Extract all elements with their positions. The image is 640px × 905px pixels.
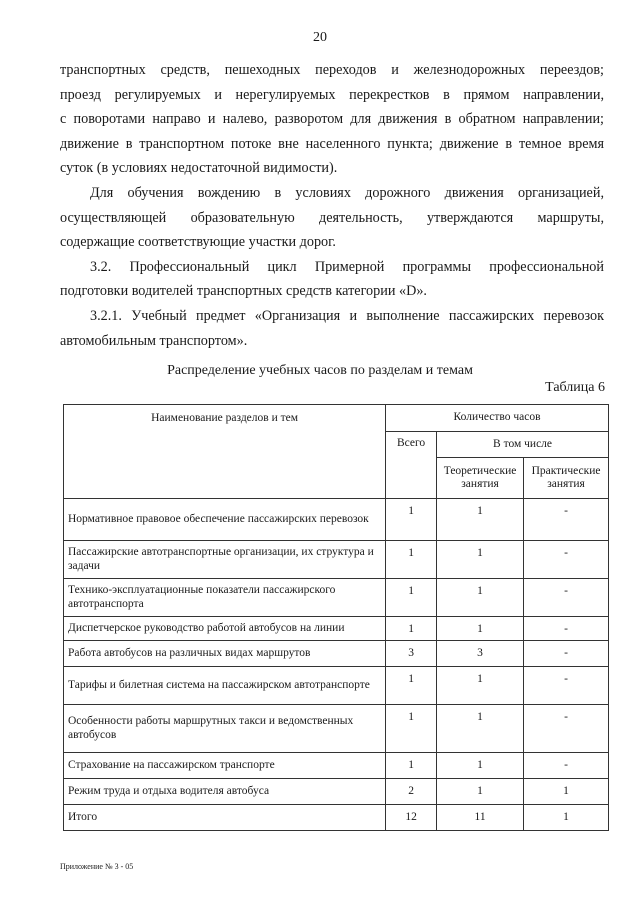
table-row bbox=[64, 579, 609, 617]
row-practice: - bbox=[524, 541, 609, 579]
paragraph-line: суток (в условиях недостаточной видимости). bbox=[60, 160, 338, 177]
row-theory: 1 bbox=[437, 779, 524, 805]
row-practice: - bbox=[524, 753, 609, 779]
table-row bbox=[64, 705, 609, 753]
header-practice: Практические занятия bbox=[524, 458, 609, 499]
page-footer: Приложение № 3 - 05 bbox=[60, 862, 134, 871]
header-theory: Теоретические занятия bbox=[437, 458, 524, 499]
header-hours: Количество часов bbox=[386, 405, 609, 432]
row-total: 1 bbox=[386, 753, 437, 779]
row-name: Особенности работы маршрутных такси и ведомственных автобусов bbox=[64, 705, 386, 753]
row-total: 1 bbox=[386, 541, 437, 579]
table-row bbox=[64, 779, 609, 805]
row-practice: 1 bbox=[524, 805, 609, 831]
row-practice: 1 bbox=[524, 779, 609, 805]
paragraph-line: 3.2.1. Учебный предмет «Организация и выполнение пассажирских перевозок bbox=[90, 307, 604, 324]
row-total: 2 bbox=[386, 779, 437, 805]
table-row bbox=[64, 541, 609, 579]
table-body bbox=[64, 499, 609, 831]
row-total: 1 bbox=[386, 667, 437, 705]
page-number: 20 bbox=[313, 30, 327, 45]
paragraph-line: движение в транспортном потоке вне населенного пункта; движение в темное время bbox=[60, 135, 604, 152]
table-row bbox=[64, 617, 609, 641]
header-name: Наименование разделов и тем bbox=[64, 405, 386, 499]
row-total: 1 bbox=[386, 705, 437, 753]
row-theory: 1 bbox=[437, 667, 524, 705]
row-name: Пассажирские автотранспортные организации, их структура и задачи bbox=[64, 541, 386, 579]
paragraph-line: проезд регулируемых и нерегулируемых перекрестков в прямом направлении, bbox=[60, 86, 604, 103]
row-theory: 1 bbox=[437, 499, 524, 541]
row-theory: 3 bbox=[437, 641, 524, 667]
hours-table bbox=[63, 404, 609, 831]
row-practice: - bbox=[524, 499, 609, 541]
row-theory: 1 bbox=[437, 705, 524, 753]
table-row bbox=[64, 499, 609, 541]
row-name: Тарифы и билетная система на пассажирском автотранспорте bbox=[64, 667, 386, 705]
row-total: 1 bbox=[386, 499, 437, 541]
row-theory: 1 bbox=[437, 617, 524, 641]
row-total: 1 bbox=[386, 617, 437, 641]
table-row bbox=[64, 641, 609, 667]
row-name: Работа автобусов на различных видах маршрутов bbox=[64, 641, 386, 667]
paragraph-line: Для обучения вождению в условиях дорожного движения организацией, bbox=[90, 184, 604, 201]
row-total: 12 bbox=[386, 805, 437, 831]
row-practice: - bbox=[524, 641, 609, 667]
row-name: Страхование на пассажирском транспорте bbox=[64, 753, 386, 779]
row-name: Технико-эксплуатационные показатели пассажирского автотранспорта bbox=[64, 579, 386, 617]
body-text bbox=[60, 58, 604, 353]
paragraph-line: подготовки водителей транспортных средств категории «D». bbox=[60, 283, 427, 300]
paragraph-line: с поворотами направо и налево, разворотом для движения в обратном направлении; bbox=[60, 111, 604, 128]
row-practice: - bbox=[524, 579, 609, 617]
row-theory: 1 bbox=[437, 579, 524, 617]
row-practice: - bbox=[524, 705, 609, 753]
row-theory: 1 bbox=[437, 753, 524, 779]
header-including: В том числе bbox=[437, 432, 609, 458]
row-total: 1 bbox=[386, 579, 437, 617]
row-theory: 1 bbox=[437, 541, 524, 579]
row-name: Нормативное правовое обеспечение пассажирских перевозок bbox=[64, 499, 386, 541]
table-row bbox=[64, 667, 609, 705]
table-row bbox=[64, 805, 609, 831]
row-theory: 11 bbox=[437, 805, 524, 831]
table-caption: Распределение учебных часов по разделам и темам bbox=[167, 363, 473, 378]
table-label: Таблица 6 bbox=[545, 380, 605, 395]
table-row bbox=[64, 753, 609, 779]
row-total: 3 bbox=[386, 641, 437, 667]
paragraph-line: автомобильным транспортом». bbox=[60, 332, 248, 349]
row-practice: - bbox=[524, 667, 609, 705]
header-total: Всего bbox=[386, 432, 437, 499]
row-practice: - bbox=[524, 617, 609, 641]
row-name: Диспетчерское руководство работой автобусов на линии bbox=[64, 617, 386, 641]
paragraph-line: транспортных средств, пешеходных переходов и железнодорожных переездов; bbox=[60, 62, 604, 78]
row-name: Итого bbox=[64, 805, 386, 831]
paragraph-line: содержащие соответствующие участки дорог. bbox=[60, 234, 336, 251]
row-name: Режим труда и отдыха водителя автобуса bbox=[64, 779, 386, 805]
paragraph-line: 3.2. Профессиональный цикл Примерной программы профессиональной bbox=[90, 258, 604, 275]
paragraph-line: осуществляющей образовательную деятельность, утверждаются маршруты, bbox=[60, 209, 604, 226]
